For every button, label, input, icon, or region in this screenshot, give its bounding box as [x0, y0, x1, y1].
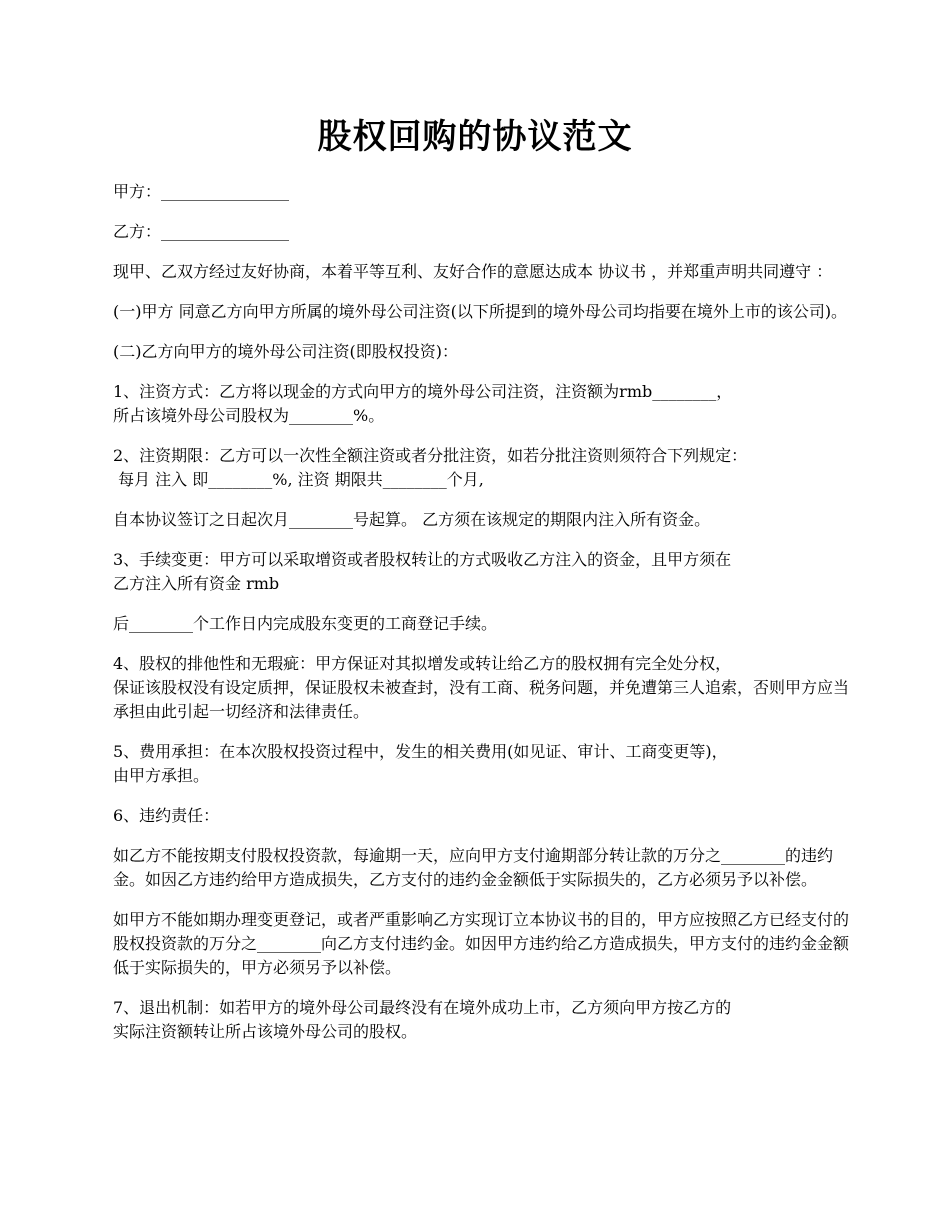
document-title: 股权回购的协议范文	[317, 117, 633, 157]
item-5-costs: 5、费用承担：在本次股权投资过程中，发生的相关费用(如见证、审计、工商变更等)， 由甲方承担。	[113, 742, 728, 785]
item-2-start-date: 自本协议签订之日起次月________号起算。 乙方须在该规定的期限内注入所有资金。	[113, 510, 711, 529]
item-4-exclusivity: 4、股权的排他性和无瑕疵：甲方保证对其拟增发或转让给乙方的股权拥有完全处分权， 保证该股权没有设定质押，保证股权未被查封，没有工商、税务问题，并免遭第三人追索，否则甲方应当承担由此引起一切经济和法律责任。	[113, 654, 850, 721]
preamble-paragraph: 现甲、乙双方经过友好协商，本着平等互利、友好合作的意愿达成本 协议书 ，并郑重声明共同遵守 ：	[113, 262, 833, 281]
item-6-liability-heading: 6、违约责任：	[113, 806, 220, 825]
item-1-investment-method: 1、注资方式：乙方将以现金的方式向甲方的境外母公司注资，注资额为rmb________， 所占该境外母公司股权为________%。	[113, 382, 733, 425]
party-a-line: 甲方：________________	[113, 182, 290, 201]
document-body	[113, 180, 853, 1060]
item-3-procedure-change: 3、手续变更：甲方可以采取增资或者股权转让的方式吸收乙方注入的资金，且甲方须在 乙方注入所有资金 rmb	[113, 550, 732, 593]
item-3-deadline: 后________个工作日内完成股东变更的工商登记手续。	[113, 614, 498, 633]
item-6-party-a-default: 如甲方不能如期办理变更登记，或者严重影响乙方实现订立本协议书的目的，甲方应按照乙方已经支付的股权投资款的万分之________向乙方支付违约金。如因甲方违约给乙方造成损失，甲方支付的违约金金额低于实际损失的，甲方必须另予以补偿。	[113, 910, 850, 977]
party-b-line: 乙方：________________	[113, 222, 290, 241]
item-7-exit-mechanism: 7、退出机制：如若甲方的境外母公司最终没有在境外成功上市，乙方须向甲方按乙方的 实际注资额转让所占该境外母公司的股权。	[113, 998, 732, 1041]
clause-one: (一)甲方 同意乙方向甲方所属的境外母公司注资(以下所提到的境外母公司均指要在境外上市的该公司)。	[113, 302, 848, 321]
item-6-party-b-default: 如乙方不能按期支付股权投资款，每逾期一天，应向甲方支付逾期部分转让款的万分之________的违约金。如因乙方违约给甲方造成损失，乙方支付的违约金金额低于实际损失的，乙方必须另予以补偿。	[113, 846, 834, 889]
item-2-investment-period: 2、注资期限：乙方可以一次性全额注资或者分批注资，如若分批注资则须符合下列规定： 每月 注入 即________%, 注资 期限共________个月,	[113, 446, 748, 489]
clause-two: (二)乙方向甲方的境外母公司注资(即股权投资)：	[113, 342, 458, 361]
